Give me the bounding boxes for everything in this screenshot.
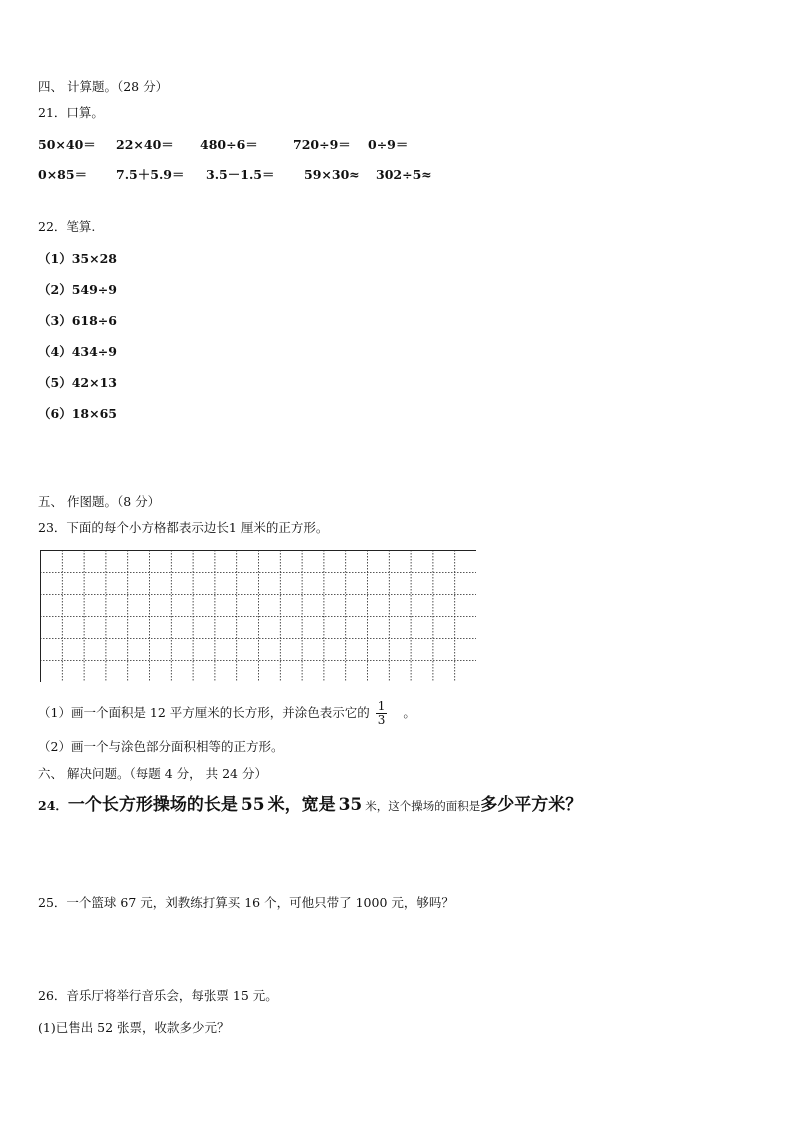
q23-part-2: （2）画一个与涂色部分面积相等的正方形。	[38, 739, 284, 754]
q22-item: （3）618÷6	[38, 313, 117, 328]
q22-item: （4）434÷9	[38, 344, 117, 359]
q21-item: 22×40＝	[116, 137, 174, 152]
q23-title: 23．下面的每个小方格都表示边长1 厘米的正方形。	[38, 520, 329, 535]
q21-item: 302÷5≈	[376, 167, 432, 182]
q21-title: 21．口算。	[38, 105, 104, 120]
section-6-heading: 六、 解决问题。（每题 4 分， 共 24 分）	[38, 766, 267, 781]
q23-part-1-end: 。	[403, 705, 416, 720]
q24-text-f: 多少平方米？	[480, 795, 583, 815]
q23-part-1-text: （1）画一个面积是 12 平方厘米的长方形，并涂色表示它的	[38, 705, 370, 720]
q23-part-1	[38, 698, 416, 728]
q22-item: （6）18×65	[38, 406, 117, 421]
section-5-heading: 五、 作图题。（8 分）	[38, 494, 161, 509]
fraction-numerator: 1	[377, 699, 386, 713]
q21-item: 480÷6＝	[200, 137, 258, 152]
q21-item: 720÷9＝	[293, 137, 351, 152]
q21-item: 59×30≈	[304, 167, 360, 182]
q24-length: 55	[240, 795, 265, 815]
q24-text-e: 米，这个操场的面积是	[365, 799, 481, 813]
q26-title: 26．音乐厅将举行音乐会，每张票 15 元。	[38, 988, 278, 1003]
q25: 25．一个篮球 67 元，刘教练打算买 16 个，可他只带了 1000 元，够吗？	[38, 895, 454, 910]
q21-item: 0×85＝	[38, 167, 88, 182]
fraction-denominator: 3	[377, 713, 386, 727]
q22-item: （1）35×28	[38, 251, 117, 266]
section-4-heading: 四、 计算题。（28 分）	[38, 79, 169, 94]
square-grid	[40, 550, 476, 682]
q24	[38, 794, 582, 817]
q22-item: （2）549÷9	[38, 282, 117, 297]
q24-number: 24．	[38, 798, 68, 813]
q22-title: 22．笔算.	[38, 219, 96, 234]
q26-part-1: (1)已售出 52 张票，收款多少元？	[38, 1020, 230, 1035]
q24-text-a: 一个长方形操场的长是	[67, 795, 238, 815]
q24-text-c: 米，宽是	[267, 795, 336, 815]
q21-item: 3.5－1.5＝	[206, 167, 275, 182]
q21-item: 50×40＝	[38, 137, 96, 152]
q21-item: 7.5＋5.9＝	[116, 167, 185, 182]
q21-item: 0÷9＝	[368, 137, 409, 152]
fraction	[376, 700, 388, 727]
q22-item: （5）42×13	[38, 375, 117, 390]
q24-width: 35	[338, 795, 363, 815]
